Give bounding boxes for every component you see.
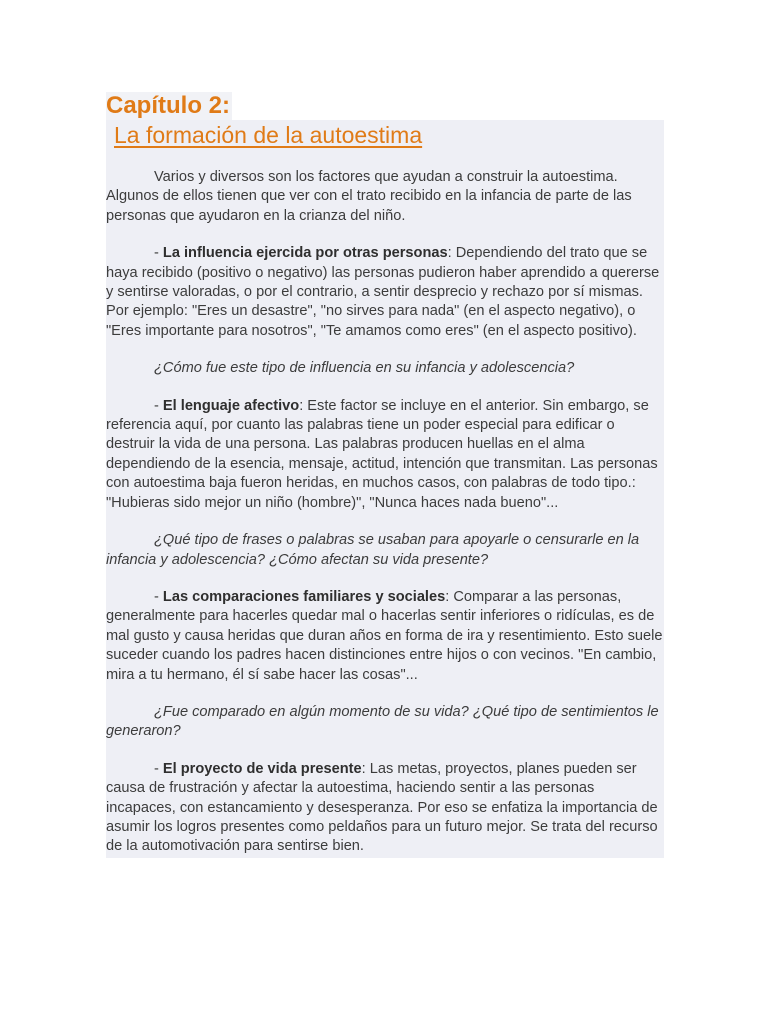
document-page xyxy=(106,92,664,858)
factor-paragraph xyxy=(106,760,664,858)
question-text: ¿Fue comparado en algún momento de su vida? ¿Qué tipo de sentimientos le generaron? xyxy=(106,703,659,740)
factor-heading: El proyecto de vida presente xyxy=(162,760,362,777)
reflection-question xyxy=(106,531,664,570)
paragraph-text: : Comparar a las personas, generalmente para hacerles quedar mal o hacerlas sentir inferiores o ridículas, es de mal gusto y causa heridas que duran años en forma de ira y resentimiento. Esto suele suceder cuando los padres hacen distinciones entre hijos o con vecinos. "En cambio, mira a tu hermano, él sí sabe hacer las cosas"... xyxy=(106,588,663,683)
chapter-heading xyxy=(106,92,664,120)
intro-paragraph xyxy=(106,168,664,226)
list-dash: - xyxy=(154,245,163,262)
reflection-question xyxy=(106,359,664,378)
reflection-question xyxy=(106,703,664,742)
question-text: ¿Cómo fue este tipo de influencia en su infancia y adolescencia? xyxy=(154,360,575,377)
list-dash: - xyxy=(154,760,163,777)
chapter-title-block xyxy=(106,120,664,154)
paragraph-text: : Este factor se incluye en el anterior. Sin embargo, se referencia aquí, por cuanto las palabras tiene un poder especial para edificar o destruir la vida de una persona. Las palabras producen huellas en el alma dependiendo de la esencia, mensaje, actitud, intención que transmitan. Las personas con autoestima baja fueron heridas, en muchos casos, con palabras de todo tipo.: "Hubieras sido mejor un niño (hombre)", "Nunca haces nada bueno"... xyxy=(106,397,658,511)
chapter-label: Capítulo 2: xyxy=(106,92,230,119)
paragraph-text: : Las metas, proyectos, planes pueden ser causa de frustración y afectar la autoestima, haciendo sentir a las personas incapaces, con estancamiento y desesperanza. Por eso se enfatiza la importancia de asumir los logros presentes como peldaños para un futuro mejor. Se trata del recurso de la automotivación para sentirse bien. xyxy=(106,760,658,855)
factor-paragraph xyxy=(106,244,664,341)
factor-heading: La influencia ejercida por otras personas xyxy=(162,245,448,262)
list-dash: - xyxy=(154,397,163,414)
paragraph-text: Varios y diversos son los factores que ayudan a construir la autoestima. Algunos de ellos tienen que ver con el trato recibido en la infancia de parte de las personas que ayudaron en la crianza del niño. xyxy=(106,169,632,224)
paragraph-text: : Dependiendo del trato que se haya recibido (positivo o negativo) las personas pudieron haber aprendido a quererse y sentirse valoradas, o por el contrario, a sentir desprecio y rechazo por sí mismas. Por ejemplo: "Eres un desastre", "no sirves para nada" (en el aspecto negativo), o "Eres importante para nosotros", "Te amamos como eres" (en el aspecto positivo). xyxy=(106,245,660,339)
factor-heading: El lenguaje afectivo xyxy=(162,397,300,414)
chapter-title: La formación de la autoestima xyxy=(114,122,423,148)
factor-heading: Las comparaciones familiares y sociales xyxy=(162,588,446,605)
question-text: ¿Qué tipo de frases o palabras se usaban para apoyarle o censurarle en la infancia y adolescencia? ¿Cómo afectan su vida presente? xyxy=(106,532,640,568)
chapter-body xyxy=(106,154,664,858)
factor-paragraph xyxy=(106,397,664,513)
list-dash: - xyxy=(154,588,163,605)
factor-paragraph xyxy=(106,588,664,685)
